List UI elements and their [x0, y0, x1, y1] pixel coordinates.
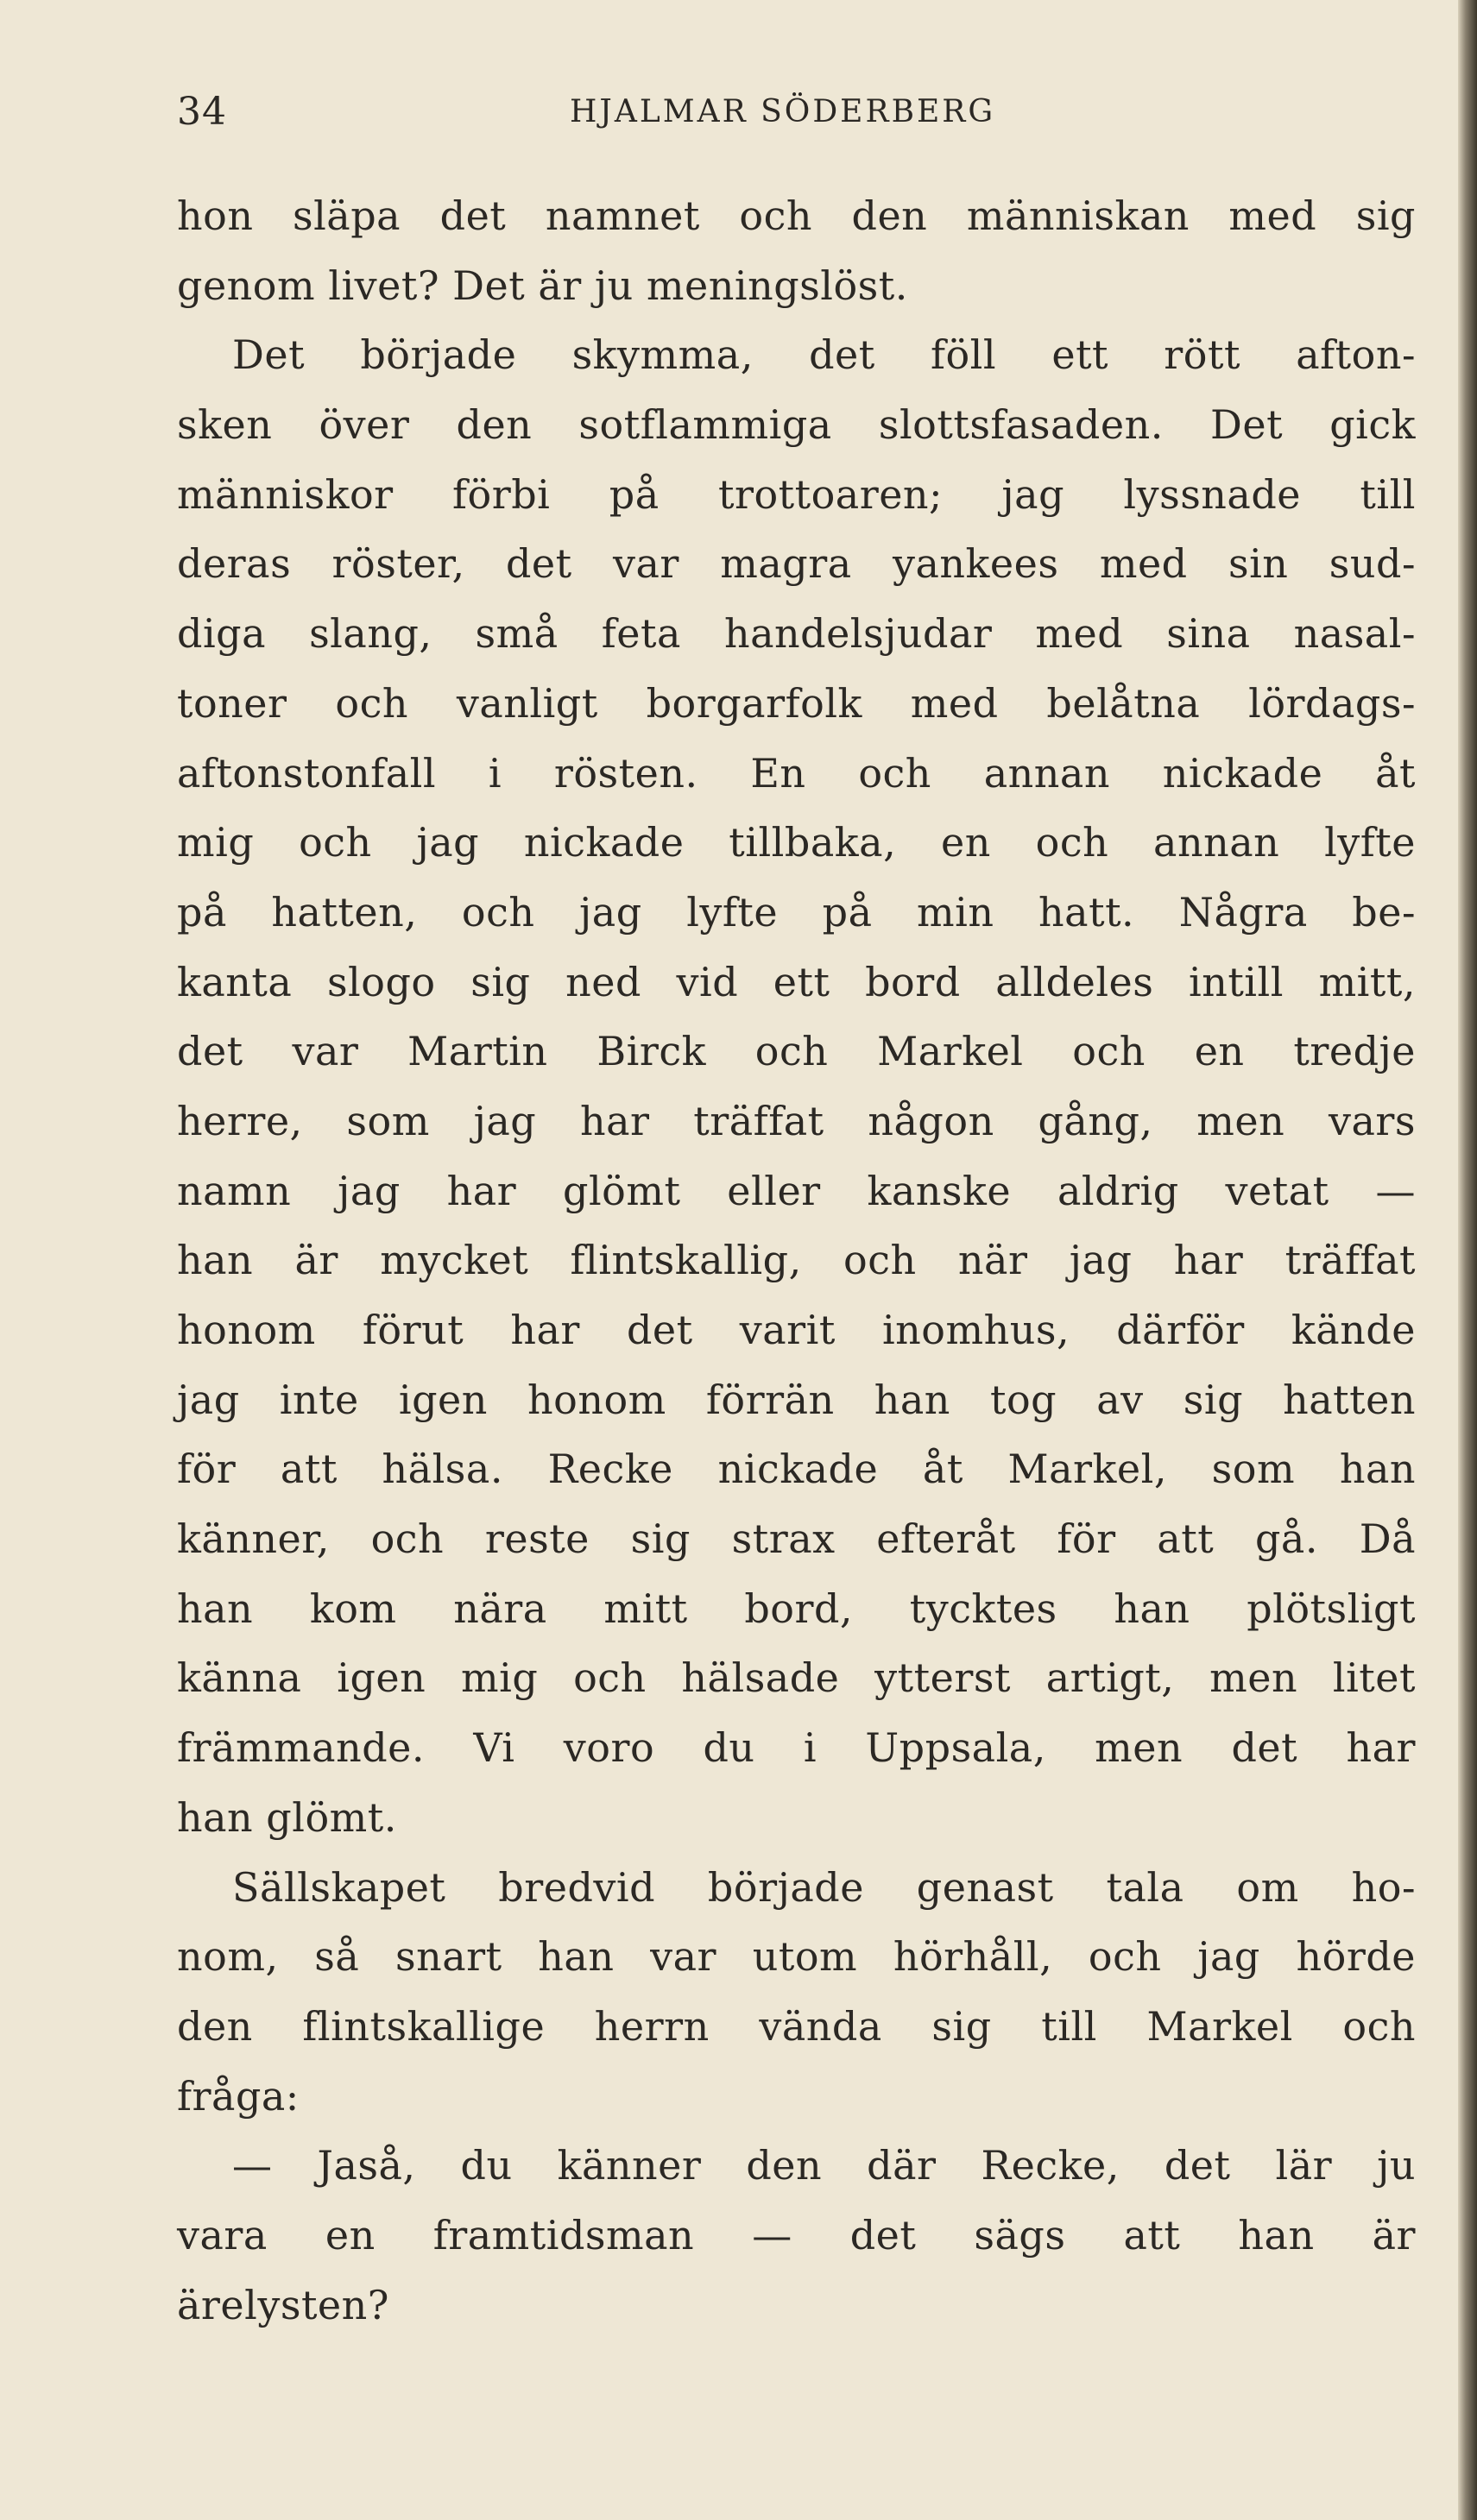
text-line: toner och vanligt borgarfolk med belåtna lördags-	[177, 679, 1416, 727]
page-edge	[1458, 0, 1477, 2520]
text-line: vara en framtidsman — det sägs att han är	[177, 2211, 1416, 2259]
body-text	[177, 181, 1416, 2340]
text-line: för att hälsa. Recke nickade åt Markel, som han	[177, 1446, 1416, 1493]
text-line: kanta slogo sig ned vid ett bord alldeles intill mitt,	[177, 958, 1416, 1005]
text-line: aftonstonfall i rösten. En och annan nickade åt	[177, 749, 1416, 797]
text-line: genom livet? Det är ju meningslöst.	[177, 261, 908, 309]
text-line: det var Martin Birck och Markel och en tredje	[177, 1028, 1416, 1075]
text-line: människor förbi på trottoaren; jag lyssnade till	[177, 470, 1416, 518]
text-line: mig och jag nickade tillbaka, en och annan lyfte	[177, 819, 1416, 866]
page-number: 34	[177, 90, 227, 134]
running-head: HJALMAR SÖDERBERG	[570, 94, 996, 129]
text-line: han är mycket flintskallig, och när jag har träffat	[177, 1237, 1416, 1284]
text-line: främmande. Vi voro du i Uppsala, men det har	[177, 1724, 1416, 1772]
text-line: sken över den sotflammiga slottsfasaden. Det gick	[177, 401, 1416, 449]
text-line: han glömt.	[177, 1793, 397, 1841]
text-line: fråga:	[177, 2072, 300, 2120]
text-line: den flintskallige herrn vända sig till Markel och	[177, 2002, 1416, 2050]
text-line: — Jaså, du känner den där Recke, det lär ju	[232, 2142, 1416, 2189]
text-line: honom förut har det varit inomhus, därför kände	[177, 1307, 1416, 1353]
text-line: Det började skymma, det föll ett rött afton-	[232, 331, 1416, 379]
text-line: hon släpa det namnet och den människan med sig	[177, 192, 1416, 239]
text-line: deras röster, det var magra yankees med sin sud-	[177, 540, 1416, 588]
text-line: ärelysten?	[177, 2281, 389, 2328]
text-line: nom, så snart han var utom hörhåll, och jag hörde	[177, 1933, 1416, 1981]
text-line: Sällskapet bredvid började genast tala om ho-	[232, 1863, 1416, 1911]
text-line: på hatten, och jag lyfte på min hatt. Några be-	[177, 888, 1416, 936]
text-line: jag inte igen honom förrän han tog av sig hatten	[177, 1376, 1416, 1423]
text-line: diga slang, små feta handelsjudar med sina nasal-	[177, 610, 1416, 658]
text-line: han kom nära mitt bord, tycktes han plötsligt	[177, 1584, 1416, 1632]
text-line: känna igen mig och hälsade ytterst artigt, men litet	[177, 1654, 1416, 1702]
text-line: namn jag har glömt eller kanske aldrig vetat —	[177, 1167, 1416, 1214]
text-line: herre, som jag har träffat någon gång, men vars	[177, 1097, 1416, 1144]
text-line: känner, och reste sig strax efteråt för att gå. Då	[177, 1515, 1416, 1563]
page-header	[177, 86, 1411, 138]
